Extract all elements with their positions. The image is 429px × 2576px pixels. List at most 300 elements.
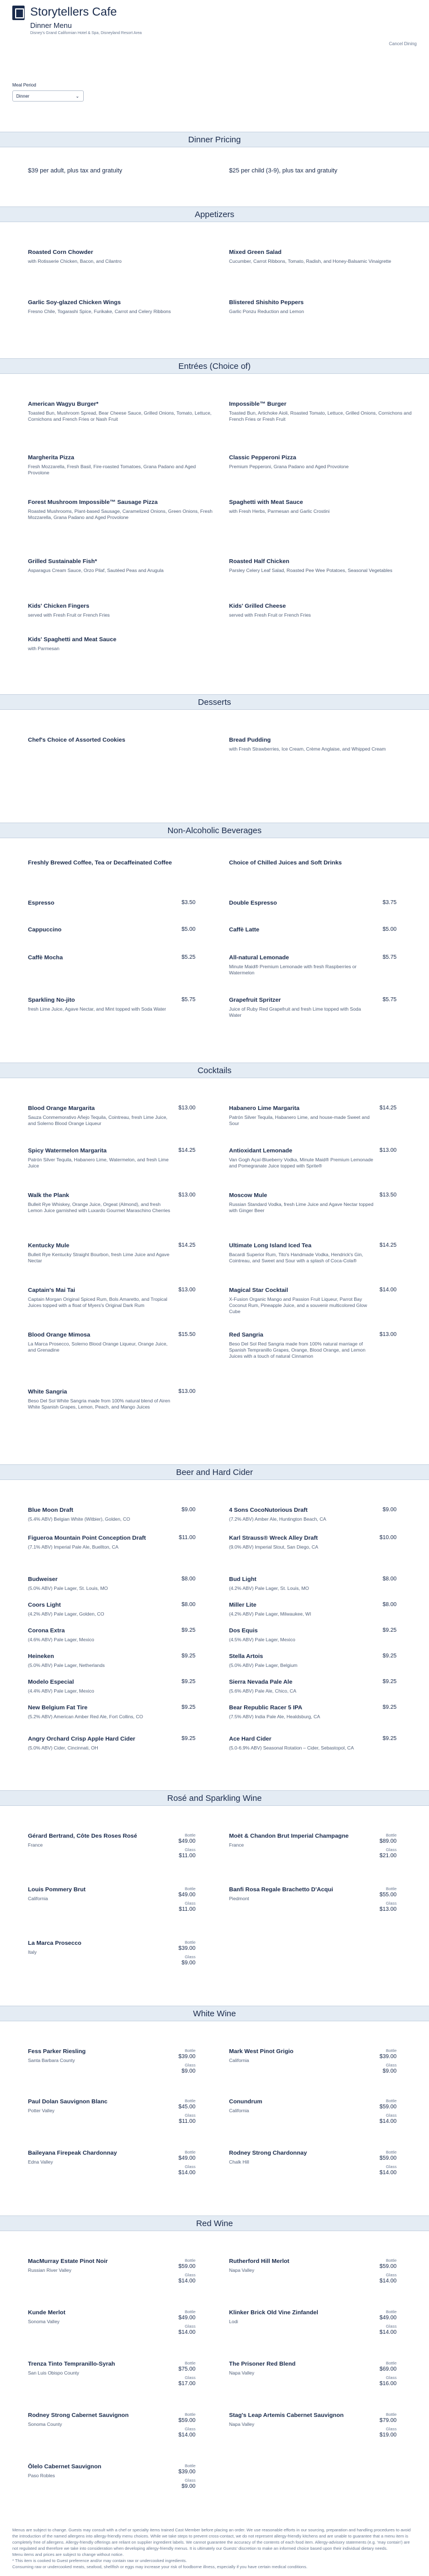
wine-name: Rodney Strong Cabernet Sauvignon — [28, 2412, 129, 2419]
footnote-allergy: Menus are subject to change. Guests may consult with a chef or specialty items trained Cast Member before placing an order. We use reasonable efforts in our sourcing, preparation and handling procedures to avoid the introduction of the named allergens into allergy-friendly menu choices. While we take steps to prevent cross-contact, we do not represent allergy-friendly kitchens and are unable to guarantee that a menu item is completely free of allergens. Allergy-friendly offerings are reliant on supplier ingredient labels. We cannot guarantee the accuracy of the contents of each food item. Allergy-advisory statements (e.g. 'may contain') are not regulated and therefore we take into consideration when developing allergy-friendly menus. It is ultimately our Guests' discretion to make an informed choice based upon their individual dietary needs. — [12, 2527, 411, 2551]
item-price: $15.50 — [178, 1332, 196, 1338]
item-name: Grilled Sustainable Fish* — [28, 558, 97, 565]
location-subtitle: Disney's Grand Californian Hotel & Spa, Disneyland Resort Area — [30, 31, 142, 35]
item-price: $9.25 — [382, 1704, 397, 1710]
item-description: (5.0% ABV) Cider, Cincinnati, OH — [28, 1745, 98, 1751]
item-name: Blood Orange Margarita — [28, 1105, 95, 1112]
glass-label: Glass — [184, 2272, 196, 2277]
glass-label: Glass — [184, 2426, 196, 2431]
item-price: $10.00 — [379, 1535, 397, 1541]
bottle-price: $39.00 — [178, 2054, 196, 2060]
item-description: (5.2% ABV) American Amber Red Ale, Fort Collins, CO — [28, 1714, 143, 1719]
item-price: $9.00 — [181, 1507, 196, 1513]
dessert-item — [229, 737, 419, 752]
item-description: Bacardi Superior Rum, Tito's Handmade Vodka, Hendrick's Gin, Cointreau, and Sweet and Sour with a splash of Coca-Cola® — [229, 1252, 363, 1263]
wine-name: Ōlelo Cabernet Sauvignon — [28, 2463, 102, 2470]
glass-label: Glass — [184, 1901, 196, 1906]
item-description: Toasted Bun, Artichoke Aioli, Roasted Tomato, Lettuce, Grilled Onions, Cornichons and French Fries or Fresh Fruit — [229, 410, 412, 422]
item-price: $13.00 — [178, 1388, 196, 1395]
beer-item — [28, 1736, 196, 1751]
wine-prices — [178, 2048, 196, 2077]
wine-region: Edna Valley — [28, 2159, 53, 2165]
item-description: (7.1% ABV) Imperial Pale Ale, Buellton, CA — [28, 1544, 119, 1550]
item-description: fresh Lime Juice, Agave Nectar, and Mint topped with Soda Water — [28, 1006, 166, 1012]
glass-label: Glass — [184, 1954, 196, 1959]
item-name: Antioxidant Lemonade — [229, 1147, 293, 1154]
item-description: (4.2% ABV) Pale Lager, Golden, CO — [28, 1611, 104, 1617]
item-name: Mixed Green Salad — [229, 249, 282, 256]
item-name: New Belgium Fat Tire — [28, 1704, 88, 1711]
item-description: (4.2% ABV) Pale Lager, Milwaukee, WI — [229, 1611, 311, 1617]
entree-item — [28, 636, 218, 652]
entree-item — [229, 558, 419, 574]
wine-item — [229, 2098, 397, 2125]
item-name: Blood Orange Mimosa — [28, 1332, 90, 1338]
item-price: $14.25 — [379, 1242, 397, 1248]
glass-price: $9.00 — [382, 2068, 397, 2074]
beer-item — [229, 1576, 397, 1592]
wine-name: Mark West Pinot Grigio — [229, 2048, 294, 2055]
entree-item — [28, 454, 218, 476]
wine-prices — [178, 2463, 196, 2492]
item-name: Coors Light — [28, 1602, 61, 1608]
item-description: (9.0% ABV) Imperial Stout, San Diego, CA — [229, 1544, 318, 1550]
entree-item — [28, 401, 218, 422]
wine-prices — [379, 1833, 397, 1862]
bottle-price: $89.00 — [379, 1838, 397, 1844]
wine-prices — [379, 2412, 397, 2441]
item-price: $9.25 — [382, 1627, 397, 1633]
bottle-label: Bottle — [385, 2098, 397, 2103]
beer-item — [28, 1576, 196, 1592]
item-description: Juice of Ruby Red Grapefruit and fresh Lime topped with Soda Water — [229, 1006, 361, 1018]
wine-prices — [379, 2258, 397, 2287]
item-description: X-Fusion Organic Mango and Passion Fruit Liqueur, Parrot Bay Coconut Rum, Pineapple Juice, and a souvenir multicolored Glow Cube — [229, 1296, 368, 1314]
item-price: $8.00 — [382, 1576, 397, 1582]
child-price-text: $25 per child (3-9), plus tax and gratuity — [229, 167, 337, 174]
item-name: Choice of Chilled Juices and Soft Drinks — [229, 859, 342, 866]
glass-label: Glass — [385, 2272, 397, 2277]
wine-region: France — [229, 1842, 244, 1848]
item-name: Spicy Watermelon Margarita — [28, 1147, 107, 1154]
beverage-item — [28, 926, 196, 936]
glass-label: Glass — [385, 2113, 397, 2118]
bottle-price: $69.00 — [379, 2366, 397, 2372]
cancel-dining-link[interactable]: Cancel Dining — [389, 41, 417, 46]
glass-price: $14.00 — [379, 2278, 397, 2284]
wine-item — [28, 2048, 196, 2074]
appetizer-item — [28, 299, 218, 315]
glass-label: Glass — [184, 2324, 196, 2329]
glass-price: $9.00 — [181, 2068, 196, 2074]
item-name: Bud Light — [229, 1576, 256, 1583]
dessert-item — [28, 737, 218, 746]
item-description: Sauza Conmemorativo Añejo Tequila, Cointreau, fresh Lime Juice, and Solerno Blood Orange Liqueur — [28, 1114, 168, 1126]
item-description: (5.0% ABV) Pale Lager, Netherlands — [28, 1662, 105, 1668]
item-description: served with Fresh Fruit or French Fries — [28, 612, 110, 618]
item-price: $8.00 — [181, 1602, 196, 1608]
item-name: Habanero Lime Margarita — [229, 1105, 300, 1112]
item-price: $5.25 — [181, 954, 196, 960]
item-name: Magical Star Cocktail — [229, 1287, 288, 1294]
wine-item — [28, 1886, 196, 1912]
beverage-item — [28, 997, 196, 1012]
wine-name: Conundrum — [229, 2098, 263, 2105]
item-description: Patrón Silver Tequila, Habanero Lime, Watermelon, and fresh Lime Juice — [28, 1157, 169, 1169]
glass-price: $14.00 — [178, 2432, 196, 2438]
beer-item — [229, 1679, 397, 1694]
item-name: Angry Orchard Crisp Apple Hard Cider — [28, 1736, 136, 1742]
footnote-alcohol: * This item is cooked to Guest preference and/or may contain raw or undercooked ingredients. — [12, 2558, 187, 2563]
beverage-item — [229, 954, 397, 976]
wine-name: Stag's Leap Artemis Cabernet Sauvignon — [229, 2412, 344, 2419]
beer-item — [229, 1704, 397, 1720]
bottle-price: $75.00 — [178, 2366, 196, 2372]
glass-price: $14.00 — [178, 2329, 196, 2335]
item-description: with Fresh Strawberries, Ice Cream, Crème Anglaise, and Whipped Cream — [229, 746, 386, 752]
item-price: $13.00 — [178, 1105, 196, 1111]
entree-item — [229, 603, 419, 618]
item-description: Beso Del Sol White Sangria made from 100% natural blend of Airen White Spanish Grapes, Lemon, Peach, and Mango Juices — [28, 1398, 170, 1410]
beer-item — [229, 1653, 397, 1669]
glass-price: $14.00 — [379, 2118, 397, 2125]
adult-price — [28, 167, 218, 174]
wine-prices — [379, 2150, 397, 2179]
item-description: Garlic Ponzu Reduction and Lemon — [229, 309, 304, 314]
glass-price: $9.00 — [181, 1960, 196, 1966]
wine-prices — [178, 1886, 196, 1915]
wine-region: Napa Valley — [229, 2421, 255, 2427]
entree-item — [229, 499, 419, 515]
bottle-price: $39.00 — [178, 2469, 196, 2475]
bottle-price: $49.00 — [178, 1838, 196, 1844]
wine-item — [28, 2463, 196, 2490]
beer-item — [28, 1627, 196, 1643]
item-price: $9.25 — [181, 1736, 196, 1742]
wine-prices — [379, 2098, 397, 2127]
wine-name: Louis Pommery Brut — [28, 1886, 86, 1893]
item-price: $8.00 — [181, 1576, 196, 1582]
glass-label: Glass — [385, 1847, 397, 1852]
wine-region: San Luis Obispo County — [28, 2370, 79, 2376]
item-name: Spaghetti with Meat Sauce — [229, 499, 303, 506]
wine-region: Italy — [28, 1949, 37, 1955]
bottle-label: Bottle — [184, 2309, 196, 2314]
item-name: Roasted Corn Chowder — [28, 249, 93, 256]
cocktail-item — [28, 1388, 196, 1410]
item-description: (5.0% ABV) Pale Lager, St. Louis, MO — [28, 1585, 108, 1591]
wine-prices — [379, 2309, 397, 2338]
wine-name: The Prisoner Red Blend — [229, 2361, 296, 2367]
item-name: Kids' Chicken Fingers — [28, 603, 89, 609]
item-description: served with Fresh Fruit or French Fries — [229, 612, 311, 618]
bottle-label: Bottle — [184, 2463, 196, 2468]
item-description: Van Gogh Açaí-Blueberry Vodka, Minute Maid® Premium Lemonade and Pomegranate Juice topped with Sprite® — [229, 1157, 373, 1169]
item-name: Moscow Mule — [229, 1192, 268, 1199]
item-description: Cucumber, Carrot Ribbons, Tomato, Radish, and Honey-Balsamic Vinaigrette — [229, 258, 392, 264]
item-price: $9.25 — [181, 1627, 196, 1633]
bottle-label: Bottle — [385, 1886, 397, 1891]
item-name: Figueroa Mountain Point Conception Draft — [28, 1535, 146, 1541]
wine-prices — [178, 1940, 196, 1969]
restaurant-logo-icon — [12, 6, 25, 20]
wine-region: Sonoma Valley — [28, 2319, 60, 2324]
wine-prices — [178, 1833, 196, 1862]
wine-name: Klinker Brick Old Vine Zinfandel — [229, 2309, 318, 2316]
item-name: Roasted Half Chicken — [229, 558, 289, 565]
footnote-raw: Consuming raw or undercooked meats, seafood, shellfish or eggs may increase your risk of foodborne illness, especially if you have certain medical conditions. — [12, 2564, 308, 2569]
item-description: with Rotisserie Chicken, Bacon, and Cilantro — [28, 258, 122, 264]
bottle-price: $59.00 — [379, 2155, 397, 2161]
item-description: (4.4% ABV) Pale Lager, Mexico — [28, 1688, 94, 1694]
wine-item — [229, 1833, 397, 1859]
wine-name: Rodney Strong Chardonnay — [229, 2150, 307, 2156]
juices-note — [229, 859, 397, 867]
item-price: $8.00 — [382, 1602, 397, 1608]
section-rose-header: Rosé and Sparkling Wine — [0, 1790, 429, 1806]
wine-item — [28, 2309, 196, 2335]
bottle-label: Bottle — [184, 2258, 196, 2263]
item-description: Roasted Mushrooms, Plant-based Sausage, Caramelized Onions, Green Onions, Fresh Mozzarella, Grana Padano and Aged Provolone — [28, 508, 213, 520]
item-name: Caffè Mocha — [28, 954, 63, 961]
bottle-label: Bottle — [184, 1940, 196, 1945]
item-description: Patrón Silver Tequila, Habanero Lime, and house-made Sweet and Sour — [229, 1114, 370, 1126]
wine-prices — [178, 2361, 196, 2390]
cocktail-item — [28, 1192, 196, 1214]
wine-region: California — [229, 2108, 249, 2113]
item-name: Grapefruit Spritzer — [229, 997, 281, 1003]
glass-price: $11.00 — [179, 1906, 196, 1912]
item-price: $13.00 — [178, 1287, 196, 1293]
item-name: Espresso — [28, 900, 55, 906]
bottle-price: $49.00 — [178, 2315, 196, 2321]
item-name: Karl Strauss® Wreck Alley Draft — [229, 1535, 318, 1541]
wine-item — [28, 2412, 196, 2438]
glass-label: Glass — [385, 2063, 397, 2068]
glass-price: $17.00 — [178, 2381, 196, 2387]
wine-item — [229, 2150, 397, 2176]
wine-region: Piedmont — [229, 1896, 249, 1901]
cocktail-item — [229, 1192, 397, 1214]
section-pricing-header: Dinner Pricing — [0, 132, 429, 147]
bottle-price: $79.00 — [379, 2418, 397, 2424]
wine-region: France — [28, 1842, 43, 1848]
section-nonalc-header: Non-Alcoholic Beverages — [0, 823, 429, 838]
beverage-item — [229, 900, 397, 909]
wine-item — [229, 2048, 397, 2074]
wine-region: Lodi — [229, 2319, 239, 2324]
bottle-price: $49.00 — [178, 1892, 196, 1898]
item-description: with Fresh Herbs, Parmesan and Garlic Crostini — [229, 508, 330, 514]
item-price: $9.25 — [382, 1679, 397, 1685]
item-name: Classic Pepperoni Pizza — [229, 454, 297, 461]
wine-name: Kunde Merlot — [28, 2309, 66, 2316]
beverage-item — [229, 997, 397, 1018]
beverage-item — [28, 900, 196, 909]
item-name: Miller Lite — [229, 1602, 257, 1608]
section-appetizers-header: Appetizers — [0, 206, 429, 222]
bottle-label: Bottle — [184, 2098, 196, 2103]
wine-name: Paul Dolan Sauvignon Blanc — [28, 2098, 108, 2105]
chevron-down-icon: ⌄ — [75, 94, 79, 99]
item-description: La Marca Prosecco, Solerno Blood Orange Liqueur, Orange Juice, and Grenadine — [28, 1341, 168, 1353]
item-description: (5.6% ABV) Pale Ale, Chico, CA — [229, 1688, 297, 1694]
meal-period-select[interactable] — [12, 90, 84, 102]
adult-price-text: $39 per adult, plus tax and gratuity — [28, 167, 122, 174]
wine-item — [229, 2412, 397, 2438]
item-price: $14.00 — [379, 1287, 397, 1293]
item-name: Garlic Soy-glazed Chicken Wings — [28, 299, 121, 306]
wine-prices — [178, 2150, 196, 2179]
item-description: Fresno Chile, Togarashi Spice, Furikake, Carrot and Celery Ribbons — [28, 309, 171, 314]
item-description: Premium Pepperoni, Grana Padano and Aged Provolone — [229, 464, 349, 469]
item-description: Fresh Mozzarella, Fresh Basil, Fire-roasted Tomatoes, Grana Padano and Aged Provolone — [28, 464, 196, 475]
wine-region: Napa Valley — [229, 2370, 255, 2376]
item-description: Russian Standard Vodka, fresh Lime Juice and Agave Nectar topped with Ginger Beer — [229, 1202, 374, 1213]
item-name: Modelo Especial — [28, 1679, 74, 1685]
wine-item — [229, 2309, 397, 2335]
entree-item — [28, 603, 218, 618]
beer-item — [229, 1602, 397, 1617]
glass-label: Glass — [184, 1847, 196, 1852]
wine-name: Rutherford Hill Merlot — [229, 2258, 289, 2265]
wine-name: Baileyana Firepeak Chardonnay — [28, 2150, 117, 2156]
glass-label: Glass — [184, 2478, 196, 2483]
item-description: Beso Del Sol Red Sangria made from 100% natural marriage of Spanish Tempranillo Grapes, Orange, Blood Orange, and Lemon Juices with a touch of natural Cinnamon — [229, 1341, 366, 1359]
glass-price: $14.00 — [178, 2170, 196, 2176]
bottle-price: $59.00 — [379, 2104, 397, 2110]
child-price — [229, 167, 419, 174]
item-price: $9.00 — [382, 1507, 397, 1513]
item-name: Budweiser — [28, 1576, 58, 1583]
beer-item — [28, 1535, 196, 1550]
cocktail-item — [229, 1332, 397, 1359]
cocktail-item — [229, 1242, 397, 1264]
bottle-label: Bottle — [184, 2412, 196, 2417]
item-name: Kids' Spaghetti and Meat Sauce — [28, 636, 117, 643]
beer-item — [229, 1627, 397, 1643]
bottle-label: Bottle — [184, 2361, 196, 2366]
item-name: Caffè Latte — [229, 926, 260, 933]
item-price: $9.25 — [181, 1679, 196, 1685]
cocktail-item — [229, 1147, 397, 1169]
item-description: Bulleit Rye Whiskey, Orange Juice, Orgeat (Almond), and fresh Lemon Juice garnished with Luxardo Gourmet Maraschino Cherries — [28, 1202, 170, 1213]
item-description: (5.4% ABV) Belgian White (Witbier), Golden, CO — [28, 1516, 130, 1522]
wine-item — [28, 2361, 196, 2387]
item-name: American Wagyu Burger* — [28, 401, 99, 407]
beer-item — [229, 1535, 397, 1550]
wine-name: Moët & Chandon Brut Imperial Champagne — [229, 1833, 349, 1839]
bottle-price: $39.00 — [178, 1945, 196, 1952]
item-name: Ultimate Long Island Iced Tea — [229, 1242, 312, 1249]
item-name: Heineken — [28, 1653, 54, 1660]
wine-region: Napa Valley — [229, 2267, 255, 2273]
beer-item — [229, 1507, 397, 1522]
wine-item — [28, 2150, 196, 2176]
item-price: $5.75 — [382, 997, 397, 1003]
item-description: (4.2% ABV) Pale Lager, St. Louis, MO — [229, 1585, 309, 1591]
wine-prices — [178, 2412, 196, 2441]
item-description: Asparagus Cream Sauce, Orzo Pilaf, Sautéed Peas and Arugula — [28, 568, 164, 573]
wine-item — [28, 1833, 196, 1859]
page-header — [0, 0, 429, 61]
bottle-price: $55.00 — [379, 1892, 397, 1898]
item-name: Double Espresso — [229, 900, 277, 906]
item-price: $3.50 — [181, 900, 196, 906]
item-price: $5.75 — [181, 997, 196, 1003]
cocktail-item — [28, 1287, 196, 1309]
bottle-label: Bottle — [184, 2150, 196, 2155]
glass-price: $14.00 — [178, 2278, 196, 2284]
wine-region: Sonoma County — [28, 2421, 62, 2427]
item-price: $14.25 — [178, 1147, 196, 1154]
item-name: Cappuccino — [28, 926, 62, 933]
glass-label: Glass — [385, 2324, 397, 2329]
wine-item — [229, 2361, 397, 2387]
footnote-notice: Menu items and prices are subject to change without notice. — [12, 2552, 124, 2557]
wine-item — [28, 1940, 196, 1966]
wine-item — [229, 2258, 397, 2284]
item-price: $5.00 — [382, 926, 397, 933]
item-name: Impossible™ Burger — [229, 401, 287, 407]
item-name: Blistered Shishito Peppers — [229, 299, 304, 306]
wine-item — [229, 1886, 397, 1912]
wine-region: Paso Robles — [28, 2473, 55, 2478]
item-name: Ace Hard Cider — [229, 1736, 271, 1742]
item-name: Kentucky Mule — [28, 1242, 70, 1249]
item-name: Margherita Pizza — [28, 454, 74, 461]
item-name: Chef's Choice of Assorted Cookies — [28, 737, 126, 743]
item-price: $5.00 — [181, 926, 196, 933]
item-description: (4.6% ABV) Pale Lager, Mexico — [28, 1637, 94, 1642]
wine-name: Gérard Bertrand, Côte Des Roses Rosé — [28, 1833, 137, 1839]
meal-period-value: Dinner — [16, 94, 30, 99]
cocktail-item — [28, 1332, 196, 1353]
item-description: Captain Morgan Original Spiced Rum, Bols Amaretto, and Tropical Juices topped with a float of Myers's Original Dark Rum — [28, 1296, 168, 1308]
item-name: Corona Extra — [28, 1627, 65, 1634]
appetizer-item — [229, 249, 419, 265]
glass-price: $13.00 — [379, 1906, 397, 1912]
meal-period-label: Meal Period — [12, 83, 36, 88]
entree-item — [28, 558, 218, 574]
bottle-price: $39.00 — [379, 2054, 397, 2060]
item-price: $13.00 — [379, 1147, 397, 1154]
item-description: (5.0% ABV) Pale Lager, Belgium — [229, 1662, 298, 1668]
cocktail-item — [28, 1242, 196, 1264]
item-price: $9.25 — [382, 1736, 397, 1742]
item-price: $5.75 — [382, 954, 397, 960]
wine-name: Trenza Tinto Tempranillo-Syrah — [28, 2361, 115, 2367]
item-description: with Parmesan — [28, 646, 60, 651]
item-price: $11.00 — [179, 1535, 196, 1541]
restaurant-name: Storytellers Cafe — [30, 6, 117, 18]
glass-label: Glass — [184, 2113, 196, 2118]
wine-prices — [178, 2309, 196, 2338]
beer-item — [28, 1679, 196, 1694]
item-price: $3.75 — [382, 900, 397, 906]
beverage-item — [28, 954, 196, 964]
bottle-label: Bottle — [184, 2048, 196, 2053]
menu-title: Dinner Menu — [30, 21, 72, 30]
bottle-price: $45.00 — [178, 2104, 196, 2110]
item-name: Captain's Mai Tai — [28, 1287, 75, 1294]
glass-price: $14.00 — [379, 2170, 397, 2176]
wine-region: Potter Valley — [28, 2108, 55, 2113]
item-description: (7.2% ABV) Amber Ale, Huntington Beach, CA — [229, 1516, 326, 1522]
item-name: Sparkling No-jito — [28, 997, 75, 1003]
bottle-label: Bottle — [385, 2258, 397, 2263]
item-name: All-natural Lemonade — [229, 954, 289, 961]
